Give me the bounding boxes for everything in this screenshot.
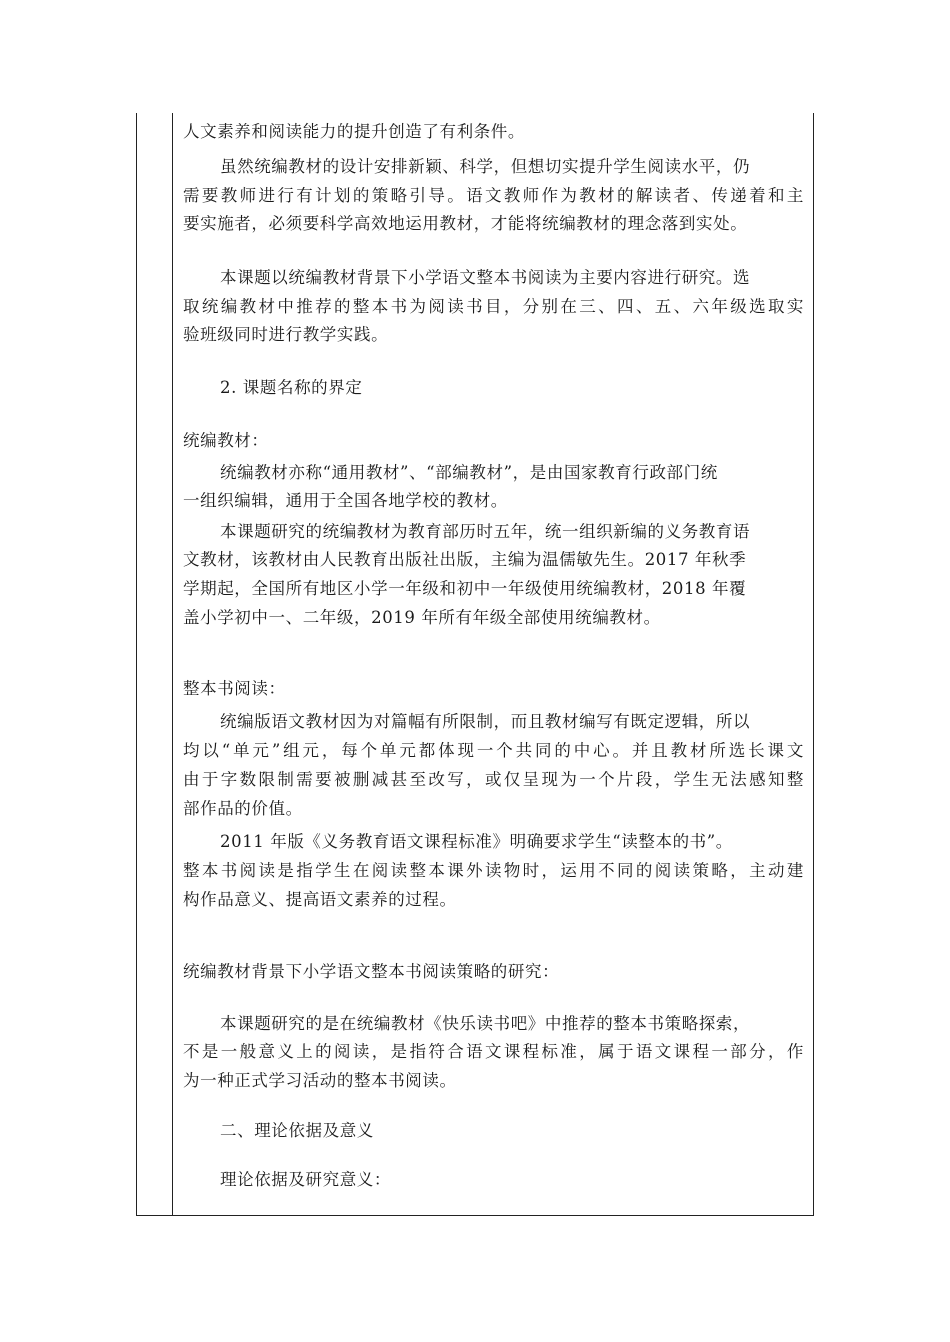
text-line: 部作品的价值。 xyxy=(183,799,303,818)
text-line: 均以“单元”组元，每个单元都体现一个共同的中心。并且教材所选长课文 xyxy=(183,741,804,760)
text-line: 虽然统编教材的设计安排新颖、科学，但想切实提升学生阅读水平，仍 xyxy=(220,157,751,176)
text-line: 人文素养和阅读能力的提升创造了有利条件。 xyxy=(183,122,525,141)
text-line: 文教材，该教材由人民教育出版社出版，主编为温儒敏先生。2017 年秋季 xyxy=(183,550,747,569)
term-heading: 整本书阅读： xyxy=(183,679,286,698)
text-line: 本课题研究的是在统编教材《快乐读书吧》中推荐的整本书策略探索， xyxy=(220,1014,751,1033)
text-line: 整本书阅读是指学生在阅读整本课外读物时，运用不同的阅读策略，主动建 xyxy=(183,861,804,880)
section-heading: 二、理论依据及意义 xyxy=(220,1121,374,1140)
text-line: 本课题研究的统编教材为教育部历时五年，统一组织新编的义务教育语 xyxy=(220,522,751,541)
term-heading: 统编教材： xyxy=(183,431,269,450)
text-line: 构作品意义、提高语文素养的过程。 xyxy=(183,890,457,909)
text-line: 取统编教材中推荐的整本书为阅读书目，分别在三、四、五、六年级选取实 xyxy=(183,297,804,316)
table-column-divider xyxy=(172,113,173,1216)
section-heading: 理论依据及研究意义： xyxy=(220,1170,391,1189)
text-line: 统编教材亦称“通用教材”、“部编教材”，是由国家教育行政部门统 xyxy=(220,463,718,482)
text-line: 一组织编辑，通用于全国各地学校的教材。 xyxy=(183,491,508,510)
text-line: 2011 年版《义务教育语文课程标准》明确要求学生“读整本的书”。 xyxy=(220,832,733,851)
text-line: 为一种正式学习活动的整本书阅读。 xyxy=(183,1071,457,1090)
text-line: 要实施者，必须要科学高效地运用教材，才能将统编教材的理念落到实处。 xyxy=(183,214,748,233)
text-line: 由于字数限制需要被删减甚至改写，或仅呈现为一个片段，学生无法感知整 xyxy=(183,770,804,789)
text-line: 盖小学初中一、二年级，2019 年所有年级全部使用统编教材。 xyxy=(183,608,661,627)
text-line: 本课题以统编教材背景下小学语文整本书阅读为主要内容进行研究。选 xyxy=(220,268,751,287)
text-line: 不是一般意义上的阅读，是指符合语文课程标准，属于语文课程一部分，作 xyxy=(183,1042,804,1061)
term-heading: 统编教材背景下小学语文整本书阅读策略的研究： xyxy=(183,962,560,981)
section-heading: 2. 课题名称的界定 xyxy=(220,378,363,397)
text-line: 验班级同时进行教学实践。 xyxy=(183,325,389,344)
text-line: 学期起，全国所有地区小学一年级和初中一年级使用统编教材，2018 年覆 xyxy=(183,579,747,598)
text-line: 统编版语文教材因为对篇幅有所限制，而且教材编写有既定逻辑，所以 xyxy=(220,712,751,731)
text-line: 需要教师进行有计划的策略引导。语文教师作为教材的解读者、传递着和主 xyxy=(183,186,804,205)
